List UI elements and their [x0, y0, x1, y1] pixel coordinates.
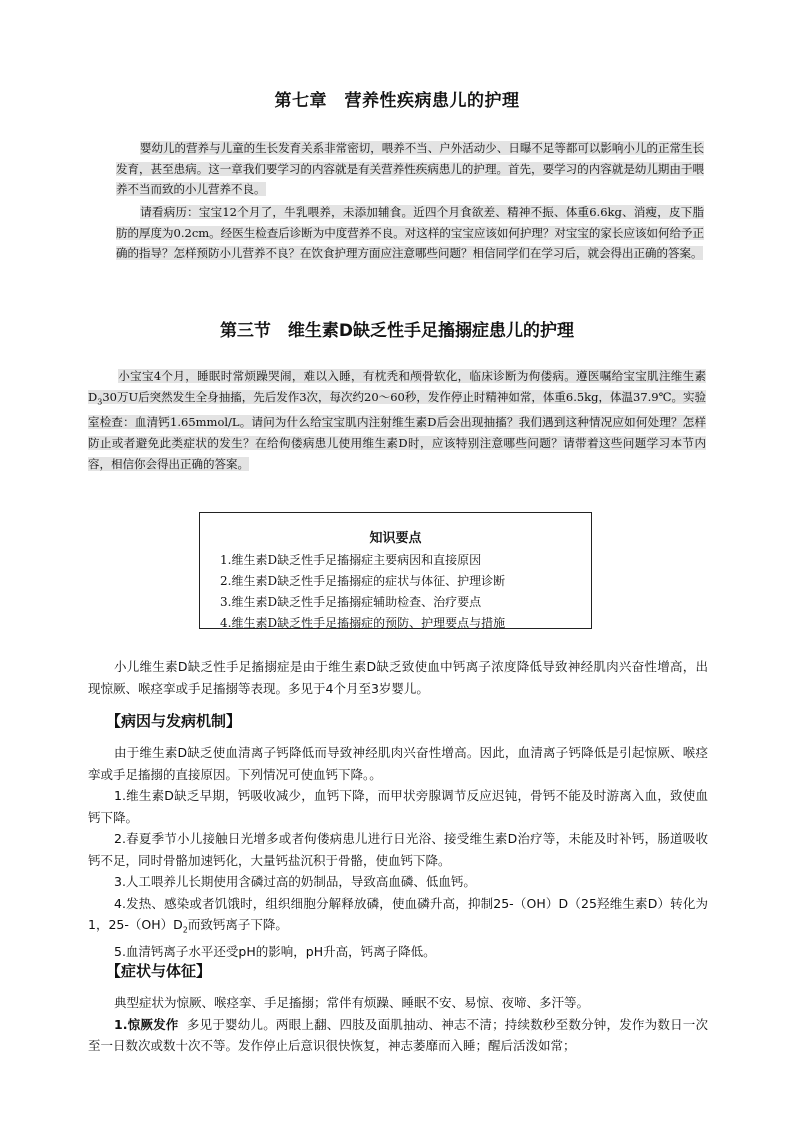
case-paragraph: 小宝宝4个月，睡眠时常烦躁哭闹，难以入睡，有枕秃和颅骨软化，临床诊断为佝偻病。遵医嘱给宝宝肌注维生素$D_330$万U后突然发生全身抽搐，先后发作3次，每次约20～60秒，发作停止时精神如常，体重6.5kg，体温37.9℃。实验室检查：血清钙1.65mmol/L。请问为什么给宝宝肌内注射维生素D后会出现抽搐？我们遇到这种情况应如何处理？怎样防止或者避免此类症状的发生？在给佝偻病患儿使用维生素D时，应该特别注意哪些问题？请带着这些问题学习本节内容，相信你会得出正确的答案。: [88, 369, 706, 472]
section-title: 第三节 维生素D缺乏性手足搐搦症患儿的护理: [219, 321, 575, 341]
etiology-intro: 由于维生素D缺乏使血清离子钙降低而导致神经肌肉兴奋性增高。因此，血清离子钙降低是引起惊厥、喉痉挛或手足搐搦的直接原因。下列情况可使血钙下降。。: [88, 745, 708, 782]
knowledge-point: 2.维生素D缺乏性手足搐搦症的症状与体征、护理诊断: [220, 574, 506, 588]
etiology-item: 5.血清钙离子水平还受pH的影响，pH升高，钙离子降低。: [114, 944, 436, 959]
etiology-section: [88, 742, 708, 963]
symptoms-heading: 【症状与体征】: [106, 962, 212, 980]
symptom-label: 1.惊厥发作: [114, 1016, 179, 1032]
definition-paragraph: 小儿维生素D缺乏性手足搐搦症是由于维生素D缺乏致使血中钙离子浓度降低导致神经肌肉兴奋性增高，出现惊厥、喉痉挛或手足搐搦等表现。多见于4个月至3岁婴儿。: [88, 659, 708, 696]
symptoms-intro: 典型症状为惊厥、喉痉挛、手足搐搦；常伴有烦躁、睡眠不安、易惊、夜啼、多汗等。: [114, 995, 590, 1010]
etiology-heading: 【病因与发病机制】: [106, 712, 242, 730]
intro-paragraph-1: 婴幼儿的营养与儿童的生长发育关系非常密切，喂养不当、户外活动少、日曝不足等都可以影响小儿的正常生长发育，甚至患病。这一章我们要学习的内容就是有关营养性疾病患儿的护理。首先，要学习的内容就是幼儿期由于喂养不当而致的小儿营养不良。: [116, 141, 704, 196]
intro-paragraph-2: 请看病历：宝宝12个月了，牛乳喂养，未添加辅食。近四个月食欲差、精神不振、体重6.6kg、消瘦，皮下脂肪的厚度为0.2cm。经医生检查后诊断为中度营养不良。对这样的宝宝应该如何护理？对宝宝的家长应该如何给予正确的指导？怎样预防小儿营养不良？在饮食护理方面应注意哪些问题？相信同学们在学习后，就会得出正确的答案。: [116, 205, 704, 260]
symptoms-section: [88, 992, 708, 1057]
etiology-item: 3.人工喂养儿长期使用含磷过高的奶制品，导致高血磷、低血钙。: [114, 874, 476, 889]
knowledge-point: 4.维生素D缺乏性手足搐搦症的预防、护理要点与措施: [220, 616, 506, 630]
knowledge-point: 1.维生素D缺乏性手足搐搦症主要病因和直接原因: [220, 553, 482, 567]
etiology-item: 1.维生素D缺乏早期，钙吸收减少，血钙下降，而甲状旁腺调节反应迟钝，骨钙不能及时游离入血，致使血钙下降。: [88, 788, 708, 825]
symptoms-item: 1.惊厥发作 多见于婴幼儿。两眼上翻、四肢及面肌抽动、神志不清；持续数秒至数分钟，发作为数日一次至一日数次或数十次不等。发作停止后意识很快恢复，神志萎靡而入睡；醒后活泼如常；: [88, 1016, 709, 1053]
etiology-item: 2.春夏季节小儿接触日光增多或者佝偻病患儿进行日光浴、接受维生素D治疗等，未能及时补钙，肠道吸收钙不足，同时骨骼加速钙化，大量钙盐沉积于骨骼，使血钙下降。: [88, 831, 708, 868]
knowledge-points-list: [220, 550, 591, 634]
knowledge-points-title: 知识要点: [369, 531, 422, 546]
knowledge-point: 3.维生素D缺乏性手足搐搦症辅助检查、治疗要点: [220, 595, 482, 609]
etiology-item: 4.发热、感染或者饥饿时，组织细胞分解释放磷，使血磷升高，抑制25-（OH）D（25羟维生素D）转化为1，$25-(OH)D_2$而致钙离子下降。: [88, 895, 708, 935]
chapter-title: 第七章 营养性疾病患儿的护理: [274, 91, 520, 111]
knowledge-points-box: [199, 512, 592, 629]
